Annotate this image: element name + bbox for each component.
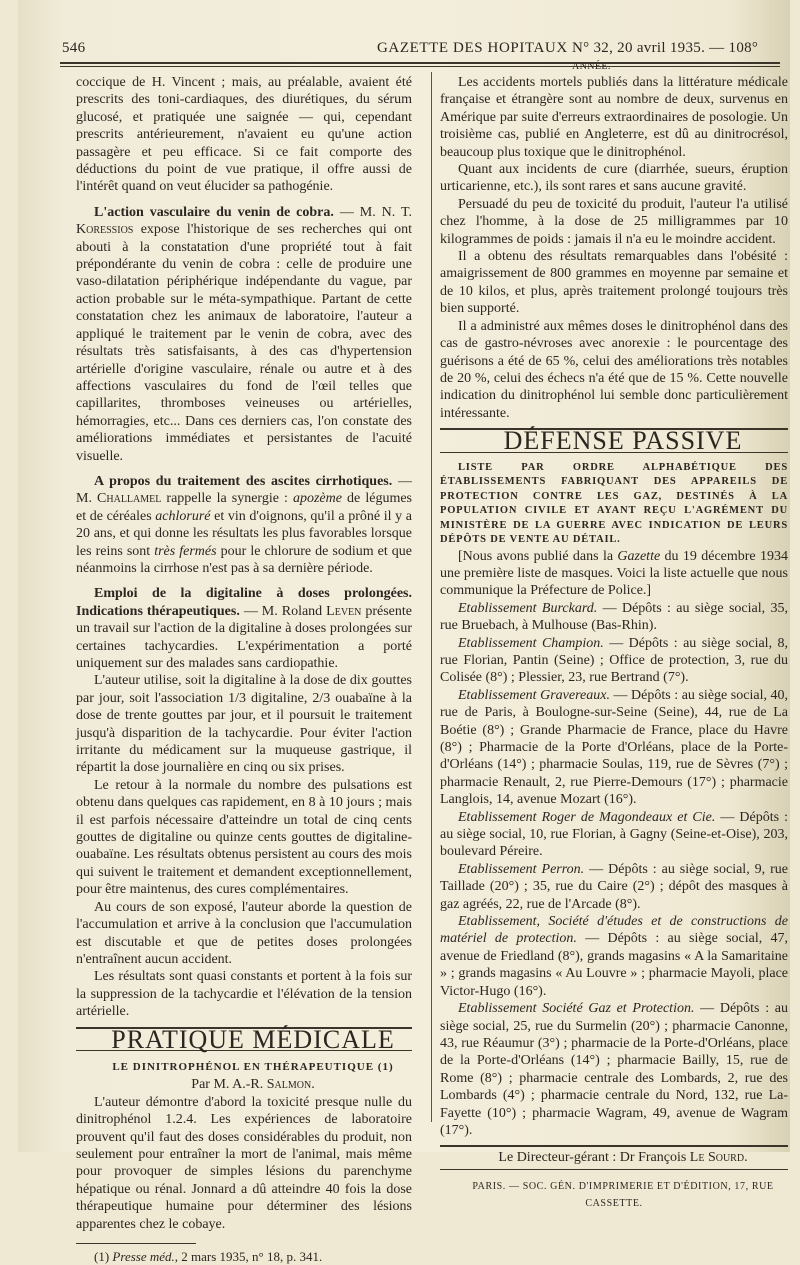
- establishment-details: — Dépôts : au siège social, 25, rue du Surmelin (20°) ; pharmacie Canonne, 43, rue Réaumur (3°) ; pharmacie de la Porte-d'Orléans, place de la Porte-d'Orléans (14°) ; pharmacie Bailly, 15, rue de Rome (8°) ; pharmacie centrale des Lombards, 2, rue des Lombards (4°) ; pharmacie centrale du Nord, 132, rue La-Fayette (10°) ; pharmacie Wagram, 49, avenue de Wagram (17°).: [440, 1001, 788, 1138]
- text: Le Directeur-gérant : Dr François: [498, 1150, 690, 1166]
- establishment-details: — Dépôts : au siège social, 35, rue Bruebach, à Mulhouse (Bas-Rhin).: [440, 600, 788, 634]
- establishment-details: — Dépôts : au siège social, 9, rue Taillade (20°) ; 35, rue du Caire (2°) ; dépôt des masques à gaz agréés, 22, rue de l'Arcade (8°).: [440, 861, 789, 912]
- text: .: [311, 1077, 315, 1093]
- subsection-title: LE DINITROPHÉNOL EN THÉRAPEUTIQUE (1): [112, 1060, 394, 1073]
- establishment-name: Etablissement Roger de Magondeaux et Cie.: [458, 809, 716, 825]
- paragraph: Il a administré aux mêmes doses le dinitrophénol dans des cas de gastro-névroses avec anorexie : le pourcentage des guérisons a été de 65 %, celui des améliorations très notables de 20 %, celui des échecs n'a été que de 15 %. Cette nouvelle indication du dinitrophénol lui semble donc particulièrement intéressante.: [440, 318, 788, 421]
- paragraph: Le retour à la normale du nombre des pulsations est obtenu dans quelques cas rapidement, en 8 à 10 jours ; mais il est parfois nécessaire d'atteindre un total de cinq cents gouttes de digitaline ou quinze cents gouttes de digitaline-ouabaïne. Les résultats obtenus persistent au cours des mois qui suivent le traitement et demandent exceptionnellement, pour être maintenus, des cures complémentaires.: [76, 777, 412, 898]
- text: Par M. A.-R.: [191, 1077, 267, 1093]
- author-name: Le Sourd: [689, 1150, 745, 1166]
- establishment-details: — Dépôts : au siège social, 8, rue Florian, Pantin (Seine) ; Office de protection, 3, rue du Colisée (8°) ; Plessier, 23, rue Bertrand (7°).: [440, 635, 788, 686]
- list-item: [440, 687, 788, 809]
- establishment-name: Etablissement Champion.: [458, 635, 604, 651]
- italic-text: achloruré: [155, 508, 211, 524]
- paragraph: [76, 204, 412, 465]
- footnote-rule: [76, 1243, 196, 1244]
- section-title: DÉFENSE PASSIVE: [503, 426, 743, 456]
- paragraph: [76, 473, 412, 577]
- establishment-details: — Dépôts : au siège social, 10, rue Florian, à Gagny (Seine-et-Oise), 203, boulevard Péreire.: [440, 809, 788, 860]
- author-name: Challamel: [97, 491, 162, 507]
- footnote: [76, 1248, 412, 1265]
- left-column: [76, 74, 412, 1265]
- text: présente un travail sur l'action de la digitaline à doses prolongées sur certaines tachycardies. L'expérimentation a porté uniquement sur des malades sans cardiopathie.: [76, 603, 412, 671]
- article-title: A propos du traitement des ascites cirrhotiques.: [94, 473, 393, 489]
- list-item: [440, 1000, 788, 1139]
- list-item: [440, 861, 788, 913]
- page-number: 546: [62, 40, 86, 56]
- establishment-name: Etablissement, Société d'études et de constructions de matériel de protection.: [440, 914, 788, 947]
- section-rule: [440, 1145, 788, 1147]
- paragraph: coccique de H. Vincent ; mais, au préalable, avaient été prescrits des toni-cardiaques, des diurétiques, du sérum glucosé, et pratiquée une saignée — qui, cependant prescrits antérieurement, n'avaient eu qu'une action passagère et peu efficace. Si ce fait comporte des déductions du point de vue pratique, il offre aussi de l'intérêt quand on veut élucider sa pathogénie.: [76, 75, 412, 195]
- text: pour le chlorure de sodium et que néanmoins la cirrhose n'est pas à sa dernière période.: [76, 543, 413, 576]
- text: — M.: [76, 473, 412, 507]
- journal-title: GAZETTE DES HOPITAUX: [377, 40, 568, 56]
- section-rule: [440, 1169, 788, 1170]
- paragraph: Les résultats sont quasi constants et portent à la fois sur la suppression de la tachycardie et l'élévation de la tension artérielle.: [76, 969, 412, 1020]
- establishment-name: Etablissement Gravereaux.: [458, 687, 610, 703]
- list-item: [440, 809, 788, 861]
- paragraph: Quant aux incidents de cure (diarrhée, sueurs, éruption urticarienne, etc.), ils sont rares et sans aucune gravité.: [440, 162, 788, 195]
- text: et vin d'oignons, qu'il a prôné il y a 20 ans, et qui donne les résultats les plus favorables lorsque les reins sont: [76, 508, 412, 559]
- establishment-details: — Dépôts : au siège social, 40, rue de Paris, à Boulogne-sur-Seine (Seine), 44, rue de La Boétie (8°) ; Grande Pharmacie de France, place du Havre (8°) ; Pharmacie de la Porte d'Orléans, place de la Porte-d'Orléans (14°) ; pharmacie Soulas, 119, rue de Sèvres (7°) ; pharmacie Renault, 2, rue Pierre-Demours (17°) ; pharmacie Langlois, 14, avenue Mozart (16°).: [440, 687, 789, 808]
- page-header: [42, 40, 782, 72]
- italic-text: Gazette: [617, 548, 661, 564]
- right-column: [440, 74, 788, 1213]
- paragraph: Les accidents mortels publiés dans la littérature médicale française et étrangère sont au nombre de deux, survenus en Amérique par suite d'erreurs extraordinaires de posologie. Un troisième cas, publié en Angleterre, est dû au dinitrocrésol, beaucoup plus toxique que le dinitrophénol.: [440, 75, 788, 160]
- article-title: L'action vasculaire du venin de cobra.: [94, 204, 334, 220]
- author-name: Koressios: [76, 222, 134, 238]
- paragraph: L'auteur démontre d'abord la toxicité presque nulle du dinitrophénol 1.2.4. Les expériences de laboratoire prouvent qu'il faut des doses considérables du produit, non seulement pour entraîner la mort de l'animal, mais même pour provoquer de simples lésions du parenchyme hépatique ou rénal. Jonnard a dû atteindre 40 fois la dose thérapeutique humaine pour déterminer des lésions apparentes chez le cobaye.: [76, 1094, 412, 1232]
- text: rappelle la synergie :: [161, 491, 293, 507]
- text: — M. Roland: [239, 603, 327, 619]
- list-item: [440, 600, 788, 635]
- italic-text: Presse méd.: [112, 1249, 175, 1264]
- paragraph: Il a obtenu des résultats remarquables dans l'obésité : amaigrissement de 800 grammes en moyenne par semaine et de 10 kilos, et plus, après traitement prolongé toujours très bien supporté.: [440, 249, 788, 317]
- establishment-name: Etablissement Perron.: [458, 861, 585, 877]
- text: .: [744, 1150, 748, 1166]
- list-item: [440, 913, 788, 1000]
- establishment-name: Etablissement Société Gaz et Protection.: [458, 1001, 695, 1017]
- section-title: PRATIQUE MÉDICALE: [111, 1024, 395, 1054]
- paragraph: [440, 548, 788, 600]
- issue-info: [572, 40, 782, 74]
- text: [Nous avons publié dans la: [458, 548, 618, 564]
- article-title: Emploi de la digitaline à doses prolongées. Indications thérapeutiques.: [76, 586, 412, 619]
- author-name: Salmon: [266, 1077, 312, 1093]
- text: expose l'historique de ses recherches qui ont abouti à la constatation d'une propriété tout à fait prépondérante du venin de cobra : celle de produire une vaso-dilatation périphérique indépendante du vague, par action probable sur le méta-sympathique. Partant de cette constatation chez les animaux de laboratoire, l'auteur a appliqué le traitement par le venin de cobra, avec des résultats très satisfaisants, à des cas d'hypertension artérielle d'origine vasculaire, rénale ou autre et à des affections vasculaires du fond de l'œil telles que capillarites, thromboses veineuses ou artérielles, hémorragies, etc... Dans ces derniers cas, l'on constate des améliorations immédiates et persistantes de l'acuité visuelle.: [76, 222, 412, 464]
- establishment-list: [440, 600, 788, 1140]
- text: de légumes et de céréales: [76, 491, 412, 524]
- establishment-name: Etablissement Burckard.: [458, 600, 598, 616]
- paragraph: [76, 585, 412, 672]
- year-label: ANNÉE.: [572, 61, 611, 72]
- list-heading: LISTE PAR ORDRE ALPHABÉTIQUE DES ÉTABLISSEMENTS FABRIQUANT DES APPAREILS DE PROTECTION CONTRE LES GAZ, DESTINÉS À LA POPULATION CIVILE ET AYANT REÇU L'AGRÉMENT DU MINISTÈRE DE LA GUERRE AVEC INDICATION DE LEURS DÉPÔTS DE VENTE AU DÉTAIL.: [440, 461, 788, 546]
- text: , 2 mars 1935, n° 18, p. 341.: [174, 1249, 323, 1264]
- list-item: [440, 635, 788, 687]
- text: du 19 décembre 1934 une première liste de masques. Voici la liste actuelle que nous communique la Préfecture de Police.]: [440, 548, 788, 599]
- header-rule: [60, 62, 780, 64]
- column-divider: [431, 72, 432, 1122]
- establishment-details: — Dépôts : au siège social, 47, avenue de Friedland (8°), grands magasins « A la Samaritaine » ; grands magasins « Au Louvre » ; pharmacie Mayoli, place Victor-Hugo (16°).: [440, 931, 788, 999]
- paragraph: L'auteur utilise, soit la digitaline à la dose de dix gouttes par jour, soit l'association 1/3 digitaline, 2/3 ouabaïne à la dose de trente gouttes par jour, et il poursuit le traitement jusqu'à disparition de la tachycardie. Pour éviter l'action irritante du médicament sur la muqueuse gastrique, il répartit la dose journalière en cinq ou six prises.: [76, 673, 412, 776]
- italic-text: très fermés: [154, 543, 217, 559]
- text: — M. N. T.: [333, 204, 412, 220]
- italic-text: apozème: [292, 491, 342, 507]
- author-name: Leven: [326, 603, 362, 619]
- paragraph: Persuadé du peu de toxicité du produit, l'auteur l'a utilisé chez l'homme, à la dose de 25 milligrammes par 10 kilogrammes de poids : jamais il n'a eu le moindre accident.: [440, 196, 788, 247]
- paragraph: Au cours de son exposé, l'auteur aborde la question de l'accumulation et arrive à la conclusion que l'accumulation est discutable et que de petites doses prolongées n'entraînent aucun accident.: [76, 899, 412, 967]
- text: (1): [94, 1249, 113, 1264]
- printer-line: PARIS. — SOC. GÉN. D'IMPRIMERIE ET D'ÉDITION, 17, RUE CASSETTE.: [472, 1180, 774, 1210]
- issue-date: N° 32, 20 avril 1935. — 108°: [572, 40, 759, 56]
- header-rule-thin: [60, 66, 780, 67]
- byline: [76, 1076, 412, 1093]
